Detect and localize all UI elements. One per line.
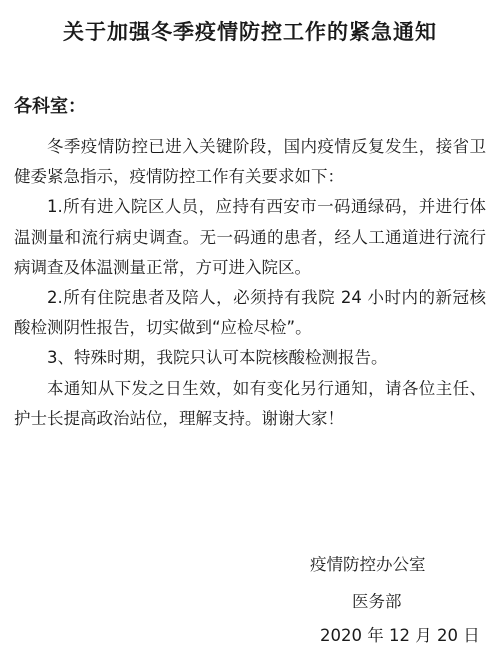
salutation: 各科室： [14, 96, 86, 117]
notice-body [14, 132, 486, 434]
signature-department: 医务部 [352, 592, 402, 611]
closing-paragraph: 本通知从下发之日生效，如有变化另行通知，请各位主任、护士长提高政治站位，理解支持。谢谢大家！ [14, 378, 486, 428]
requirement-1-paragraph: 1.所有进入院区人员，应持有西安市一码通绿码，并进行体温测量和流行病史调查。无一码通的患者，经人工通道进行流行病调查及体温测量正常，方可进入院区。 [14, 197, 486, 277]
notice-title: 关于加强冬季疫情防控工作的紧急通知 [63, 20, 437, 44]
signature-office: 疫情防控办公室 [310, 555, 426, 574]
requirement-3-paragraph: 3、特殊时期，我院只认可本院核酸检测报告。 [47, 348, 388, 368]
intro-paragraph: 冬季疫情防控已进入关键阶段，国内疫情反复发生，接省卫健委紧急指示，疫情防控工作有关要求如下： [14, 137, 486, 187]
signature-date: 2020 年 12 月 20 日 [320, 626, 480, 645]
requirement-2-paragraph: 2.所有住院患者及陪人，必须持有我院 24 小时内的新冠核酸检测阴性报告，切实做到“应检尽检”。 [14, 288, 486, 338]
